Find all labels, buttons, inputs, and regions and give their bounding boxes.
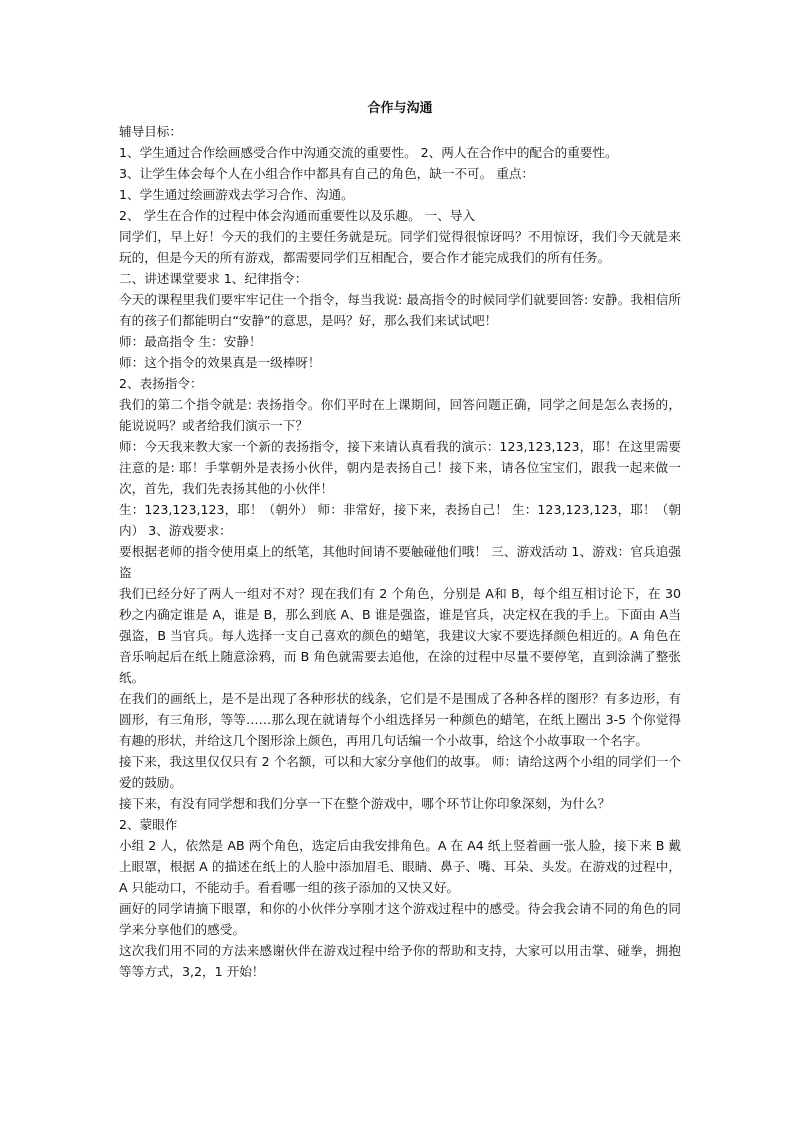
paragraph-game-2-heading: 2、蒙眼作 xyxy=(119,817,178,832)
paragraph-game-rules: 要根据老师的指令使用桌上的纸笔，其他时间请不要触碰他们哦！ 三、游戏活动 1、游戏：官兵追强盗 xyxy=(119,544,681,580)
paragraph-intro: 同学们，早上好！今天的我们的主要任务就是玩。同学们觉得很惊讶吗？不用惊讶，我们今天就是来玩的，但是今天的所有游戏，都需要同学们互相配合，要合作才能完成我们的所有任务。 xyxy=(119,229,681,265)
document-page xyxy=(119,99,681,982)
paragraph-game-1-shapes: 在我们的画纸上，是不是出现了各种形状的线条，它们是不是围成了各种各样的图形？有多边形，有圆形，有三角形，等等……那么现在就请每个小组选择另一种颜色的蜡笔，在纸上圈出 3-5 个你觉得有趣的形状，并给这几个图形涂上颜色，再用几句话编一个小故事，给这个小故事取一个名字。 xyxy=(119,691,681,748)
paragraph-game-1: 我们已经分好了两人一组对不对？现在我们有 2 个角色，分别是 A和 B，每个组互相讨论下，在 30 秒之内确定谁是 A，谁是 B，那么到底 A、B 谁是强盗，谁是官兵，决定权在我的手上。下面由 A当强盗，B 当官兵。每人选择一支自己喜欢的颜色的蜡笔，我建议大家不要选择颜色相近的。A 角色在音乐响起后在纸上随意涂鸦，而 B 角色就需要去追他，在涂的过程中尽量不要停笔，直到涂满了整张纸。 xyxy=(119,586,681,685)
paragraph-praise-command: 我们的第二个指令就是: 表扬指令。你们平时在上课期间，回答问题正确，同学之间是怎么表扬的，能说说吗？或者给我们演示一下？ xyxy=(119,397,681,433)
paragraph-praise-practice: 生：123,123,123，耶！（朝外） 师：非常好，接下来，表扬自己！ 生：123,123,123，耶！（朝内） 3、游戏要求： xyxy=(119,502,681,538)
document-body xyxy=(119,121,681,982)
paragraph-game-1-reflect: 接下来，有没有同学想和我们分享一下在整个游戏中，哪个环节让你印象深刻，为什么？ xyxy=(119,796,611,811)
document-title: 合作与沟通 xyxy=(367,101,433,116)
paragraph-praise-heading: 2、表扬指令： xyxy=(119,376,203,391)
paragraph-praise-demo: 师：今天我来教大家一个新的表扬指令，接下来请认真看我的演示：123,123,123，耶！在这里需要注意的是: 耶！手掌朝外是表扬小伙伴，朝内是表扬自己！接下来，请各位宝宝们，跟我一起来做一次，首先，我们先表扬其他的小伙伴！ xyxy=(119,439,681,496)
paragraph-objective-1: 1、学生通过合作绘画感受合作中沟通交流的重要性。 2、两人在合作中的配合的重要性。 xyxy=(119,145,618,160)
paragraph-dialogue-2: 师：这个指令的效果真是一级棒呀！ xyxy=(119,355,321,370)
paragraph-discipline-command: 今天的课程里我们要牢牢记住一个指令，每当我说: 最高指令的时候同学们就要回答: 安静。我相信所有的孩子们都能明白“安静”的意思，是吗？好，那么我们来试试吧！ xyxy=(119,292,681,328)
paragraph-objective-3: 3、让学生体会每个人在小组合作中都具有自己的角色，缺一不可。 重点： xyxy=(119,166,535,181)
paragraph-keypoint-1: 1、学生通过绘画游戏去学习合作、沟通。 xyxy=(119,187,354,202)
paragraph-game-2-share: 画好的同学请摘下眼罩，和你的小伙伴分享刚才这个游戏过程中的感受。待会我会请不同的角色的同学来分享他们的感受。 xyxy=(119,901,681,937)
paragraph-game-2: 小组 2 人，依然是 AB 两个角色，选定后由我安排角色。A 在 A4 纸上竖着画一张人脸，接下来 B 戴上眼罩，根据 A 的描述在纸上的人脸中添加眉毛、眼睛、鼻子、嘴、耳朵、头发。在游戏的过程中，A 只能动口，不能动手。看看哪一组的孩子添加的又快又好。 xyxy=(119,838,681,895)
paragraph-class-rules-heading: 二、讲述课堂要求 1、纪律指令： xyxy=(119,271,308,286)
paragraph-game-1-share: 接下来，我这里仅仅只有 2 个名额，可以和大家分享他们的故事。 师：请给这两个小组的同学们一个爱的鼓励。 xyxy=(119,754,681,790)
paragraph-objectives-heading: 辅导目标： xyxy=(119,124,182,139)
paragraph-dialogue-1: 师：最高指令 生：安静！ xyxy=(119,334,262,349)
paragraph-keypoint-2: 2、 学生在合作的过程中体会沟通而重要性以及乐趣。 一、导入 xyxy=(119,208,476,223)
paragraph-closing: 这次我们用不同的方法来感谢伙伴在游戏过程中给予你的帮助和支持，大家可以用击掌、碰拳，拥抱等等方式，3,2，1 开始！ xyxy=(119,943,681,979)
